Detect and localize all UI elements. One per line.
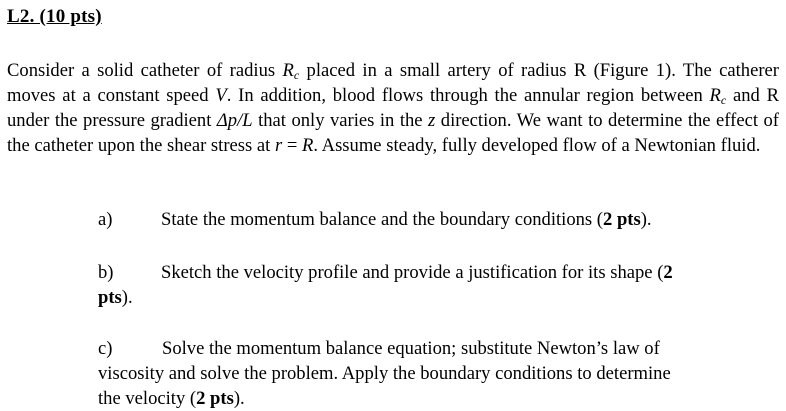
problem-statement	[7, 58, 779, 158]
intro-text-3: . In addition, blood flows through the annular region between	[226, 85, 710, 106]
part-c-label: c)	[98, 338, 113, 359]
part-a-text: State the momentum balance and the boundary conditions (2 pts).	[161, 209, 652, 230]
R-symbol: R	[302, 135, 314, 156]
intro-text-5: that only varies in the	[252, 110, 429, 131]
catheter-radius-symbol-2: $R_c$	[709, 85, 727, 107]
pressure-gradient-symbol: Δp/L	[216, 110, 253, 131]
part-a-label: a)	[98, 209, 113, 230]
part-b-label: b)	[98, 262, 114, 283]
part-a-points: 2 pts	[603, 209, 641, 230]
part-b-text-line2: pts).	[98, 287, 133, 308]
part-c-text: Solve the momentum balance equation; substitute Newton’s law of	[162, 338, 660, 359]
intro-text-6: direction. We want to determine the effect of the catheter upon the shear stress at	[7, 110, 779, 156]
part-b-points: 2	[663, 262, 673, 283]
intro-text-7: =	[282, 135, 303, 156]
speed-symbol: V	[215, 85, 227, 106]
part-c-points: 2 pts	[196, 388, 234, 409]
r-symbol: r	[274, 135, 283, 156]
z-symbol: z	[428, 110, 436, 131]
problem-title: L2. (10 pts)	[7, 6, 102, 27]
catheter-radius-symbol: $R_c$	[282, 60, 300, 82]
part-c-text-line3: the velocity (2 pts).	[98, 388, 245, 409]
part-c-text-line2: viscosity and solve the problem. Apply the boundary conditions to determine	[98, 363, 671, 384]
intro-text-4: and R under the pressure gradient	[7, 85, 780, 131]
intro-text-1: Consider a solid catheter of radius	[7, 60, 283, 81]
part-b-text: Sketch the velocity profile and provide a justification for its shape (2	[161, 262, 673, 283]
intro-text-8: . Assume steady, fully developed flow of a Newtonian fluid.	[313, 135, 761, 156]
intro-text-2: placed in a small artery of radius R (Figure 1). The catherer moves at a constant speed	[7, 60, 779, 106]
